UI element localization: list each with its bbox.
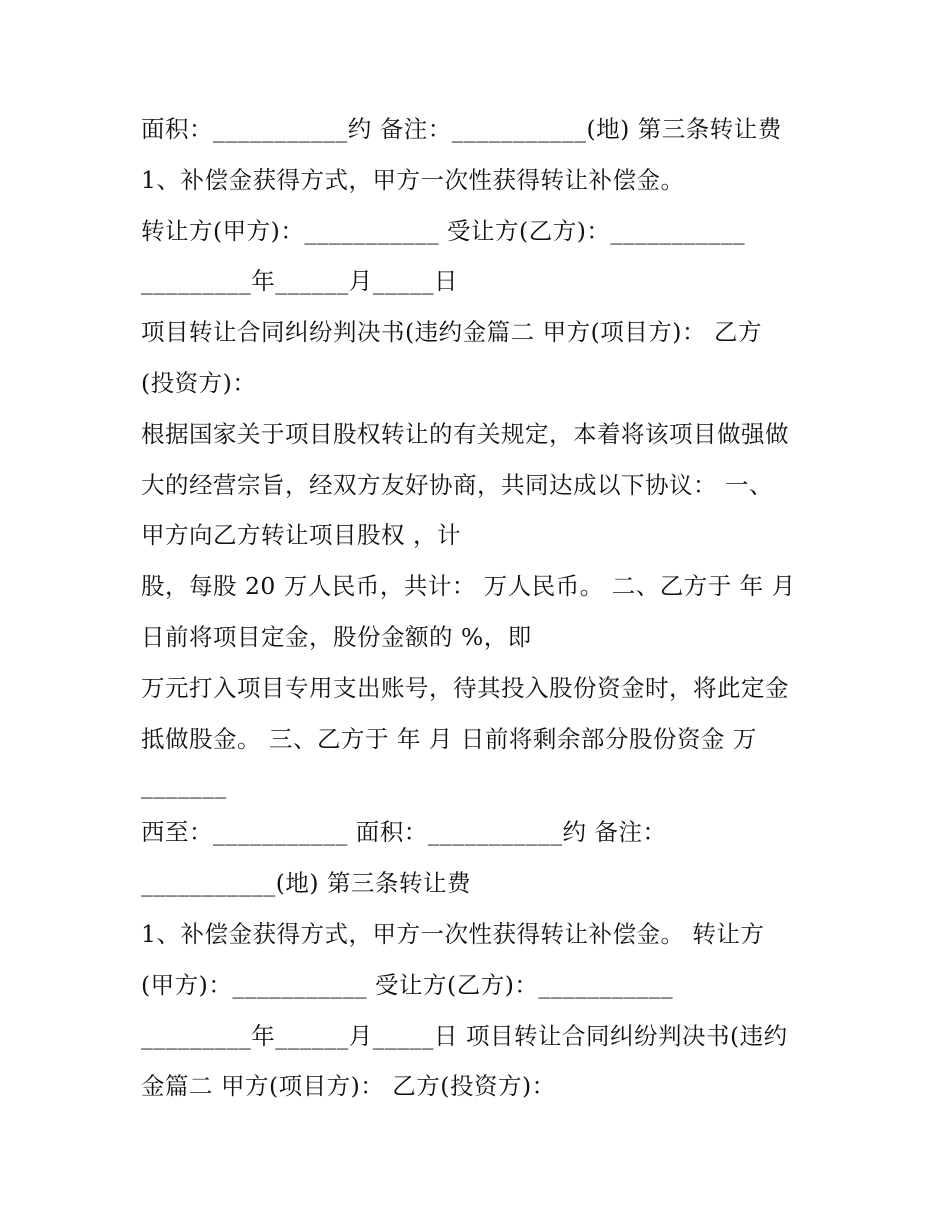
text-line-clause-1: 甲方向乙方转让项目股权 ，计 <box>141 521 461 549</box>
text-line-preamble-2: 大的经营宗旨，经双方友好协商，共同达成以下协议： 一、 <box>141 471 773 499</box>
text-line-judgment-heading: 项目转让合同纠纷判决书(违约金篇二 甲方(项目方)： 乙方 <box>141 318 762 346</box>
text-line-investor: (投资方)： <box>141 369 257 397</box>
text-line-date-blank: _________年______月_____日 <box>141 267 458 295</box>
text-line-share-price: 股，每股 20 万人民币，共计： 万人民币。 二、乙方于 年 月 <box>141 572 796 600</box>
text-line-area-notes: 面积：___________约 备注：___________(地) 第三条转让费 <box>141 115 782 143</box>
text-line-final: 金篇二 甲方(项目方)： 乙方(投资方)： <box>141 1072 556 1100</box>
text-line-preamble-1: 根据国家关于项目股权转让的有关规定，本着将该项目做强做 <box>141 420 789 448</box>
text-line-parties-repeat: (甲方)：___________ 受让方(乙方)：___________ <box>141 971 674 999</box>
text-line-account: 万元打入项目专用支出账号，待其投入股份资金时，将此定金 <box>141 674 789 702</box>
text-line-deposit: 日前将项目定金，股份金额的 %，即 <box>141 623 532 651</box>
text-line-underscore: _______ <box>141 771 227 799</box>
text-line-land-fee: ___________(地) 第三条转让费 <box>141 869 472 897</box>
text-line-compensation-method: 1、补偿金获得方式，甲方一次性获得转让补偿金。 <box>141 166 685 194</box>
text-line-clause-3: 抵做股金。 三、乙方于 年 月 日前将剩余部分股份资金 万 <box>141 725 757 753</box>
text-line-parties-signature: 转让方(甲方)：___________ 受让方(乙方)：___________ <box>141 217 746 245</box>
text-line-date-judgment: _________年______月_____日 项目转让合同纠纷判决书(违约 <box>141 1022 788 1050</box>
text-line-compensation-repeat: 1、补偿金获得方式，甲方一次性获得转让补偿金。 转让方 <box>141 920 765 948</box>
text-line-west-boundary: 西至：___________ 面积：___________约 备注： <box>141 818 667 846</box>
